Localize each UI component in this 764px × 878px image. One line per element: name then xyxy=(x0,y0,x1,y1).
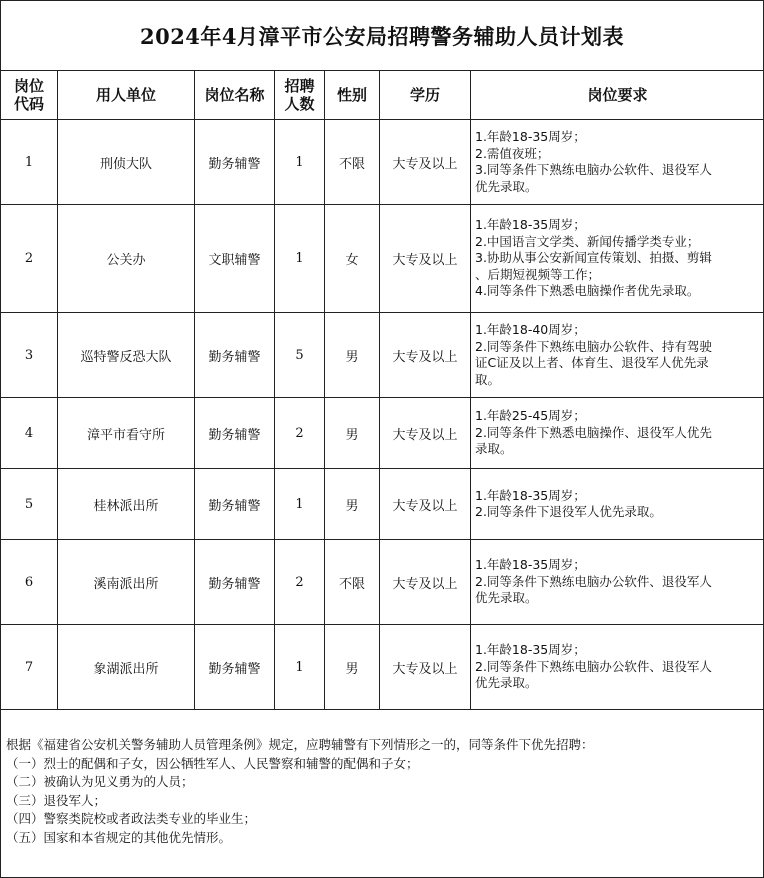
cell-unit: 溪南派出所 xyxy=(58,540,195,625)
cell-code: 2 xyxy=(1,205,58,313)
cell-count: 1 xyxy=(275,469,325,540)
requirement-line: 1.年龄18-40周岁； xyxy=(475,322,586,337)
notes-intro: 根据《福建省公安机关警务辅助人员管理条例》规定，应聘辅警有下列情形之一的，同等条件下优先招聘： xyxy=(6,737,594,752)
requirement-line: 1.年龄18-35周岁； xyxy=(475,217,586,233)
cell-count: 2 xyxy=(275,540,325,625)
cell-gender: 不限 xyxy=(325,540,380,625)
cell-requirements xyxy=(471,540,764,625)
priority-notes xyxy=(6,736,756,847)
requirement-line: 3.协助从事公安新闻宣传策划、拍摄、剪辑 xyxy=(475,250,712,266)
requirement-line: 1.年龄18-35周岁； xyxy=(475,129,586,144)
requirement-line: 2.同等条件下熟悉电脑操作、退役军人优先 xyxy=(475,424,712,440)
cell-education: 大专及以上 xyxy=(380,313,471,398)
requirement-line: 2.需值夜班； xyxy=(475,145,550,161)
cell-unit: 公关办 xyxy=(58,205,195,313)
cell-unit: 漳平市看守所 xyxy=(58,398,195,469)
header-count: 招聘人数 xyxy=(275,71,325,120)
cell-position: 勤务辅警 xyxy=(195,540,275,625)
recruitment-plan-table xyxy=(0,70,764,710)
cell-code: 5 xyxy=(1,469,58,540)
requirement-line: 1.年龄18-35周岁； xyxy=(475,642,586,658)
cell-requirements xyxy=(471,313,764,398)
cell-gender: 男 xyxy=(325,313,380,398)
requirement-line: 2.同等条件下熟练电脑办公软件、持有驾驶 xyxy=(475,338,712,354)
requirement-line: 1.年龄18-35周岁； xyxy=(475,557,586,573)
cell-code: 3 xyxy=(1,313,58,398)
header-requirements: 岗位要求 xyxy=(471,71,764,120)
cell-gender: 女 xyxy=(325,205,380,313)
requirement-line: 证C证及以上者、体育生、退役军人优先录 xyxy=(475,355,709,370)
requirement-line: 优先录取。 xyxy=(475,178,538,194)
table-row xyxy=(1,469,764,540)
cell-education: 大专及以上 xyxy=(380,625,471,710)
cell-requirements xyxy=(471,120,764,205)
note-item: （一）烈士的配偶和子女，因公牺牲军人、人民警察和辅警的配偶和子女； xyxy=(6,755,419,771)
cell-requirements xyxy=(471,469,764,540)
cell-gender: 不限 xyxy=(325,120,380,205)
requirement-line: 2.同等条件下熟练电脑办公软件、退役军人 xyxy=(475,573,712,589)
cell-education: 大专及以上 xyxy=(380,120,471,205)
cell-count: 1 xyxy=(275,120,325,205)
table-row xyxy=(1,313,764,398)
note-item: （四）警察类院校或者政法类专业的毕业生； xyxy=(6,811,257,826)
requirement-line: 优先录取。 xyxy=(475,590,538,606)
cell-gender: 男 xyxy=(325,469,380,540)
cell-requirements xyxy=(471,625,764,710)
cell-education: 大专及以上 xyxy=(380,398,471,469)
table-row xyxy=(1,205,764,313)
cell-code: 4 xyxy=(1,398,58,469)
cell-unit: 巡特警反恐大队 xyxy=(58,313,195,398)
cell-position: 勤务辅警 xyxy=(195,625,275,710)
header-position: 岗位名称 xyxy=(195,71,275,120)
table-body xyxy=(1,120,764,710)
requirement-line: 取。 xyxy=(475,371,501,387)
cell-gender: 男 xyxy=(325,398,380,469)
requirement-line: 1.年龄25-45周岁； xyxy=(475,408,586,424)
cell-position: 勤务辅警 xyxy=(195,313,275,398)
cell-gender: 男 xyxy=(325,625,380,710)
cell-code: 1 xyxy=(1,120,58,205)
cell-education: 大专及以上 xyxy=(380,540,471,625)
cell-count: 5 xyxy=(275,313,325,398)
cell-count: 2 xyxy=(275,398,325,469)
note-item: （二）被确认为见义勇为的人员； xyxy=(6,774,194,789)
cell-count: 1 xyxy=(275,205,325,313)
cell-code: 7 xyxy=(1,625,58,710)
table-row xyxy=(1,540,764,625)
header-unit: 用人单位 xyxy=(58,71,195,120)
requirement-line: 1.年龄18-35周岁； xyxy=(475,487,586,503)
cell-unit: 桂林派出所 xyxy=(58,469,195,540)
page-title: 2024年4月漳平市公安局招聘警务辅助人员计划表 xyxy=(139,24,625,49)
cell-position: 勤务辅警 xyxy=(195,120,275,205)
cell-position: 勤务辅警 xyxy=(195,398,275,469)
cell-education: 大专及以上 xyxy=(380,205,471,313)
table-header-row xyxy=(1,71,764,120)
note-item: （三）退役军人； xyxy=(6,792,107,808)
table-row xyxy=(1,120,764,205)
header-gender: 性别 xyxy=(325,71,380,120)
table-row xyxy=(1,398,764,469)
cell-unit: 刑侦大队 xyxy=(58,120,195,205)
cell-code: 6 xyxy=(1,540,58,625)
cell-requirements xyxy=(471,398,764,469)
requirement-line: 3.同等条件下熟练电脑办公软件、退役军人 xyxy=(475,162,712,177)
requirement-line: 录取。 xyxy=(475,441,513,457)
cell-count: 1 xyxy=(275,625,325,710)
cell-education: 大专及以上 xyxy=(380,469,471,540)
requirement-line: 、后期短视频等工作； xyxy=(475,266,601,282)
header-code: 岗位代码 xyxy=(1,71,58,120)
note-item: （五）国家和本省规定的其他优先情形。 xyxy=(6,829,232,845)
cell-position: 勤务辅警 xyxy=(195,469,275,540)
cell-unit: 象湖派出所 xyxy=(58,625,195,710)
requirement-line: 2.中国语言文学类、新闻传播学类专业； xyxy=(475,233,700,249)
requirement-line: 优先录取。 xyxy=(475,675,538,691)
requirement-line: 4.同等条件下熟悉电脑操作者优先录取。 xyxy=(475,283,700,299)
requirement-line: 2.同等条件下退役军人优先录取。 xyxy=(475,504,662,519)
cell-requirements xyxy=(471,205,764,313)
cell-position: 文职辅警 xyxy=(195,205,275,313)
table-row xyxy=(1,625,764,710)
requirement-line: 2.同等条件下熟练电脑办公软件、退役军人 xyxy=(475,658,712,674)
header-education: 学历 xyxy=(380,71,471,120)
